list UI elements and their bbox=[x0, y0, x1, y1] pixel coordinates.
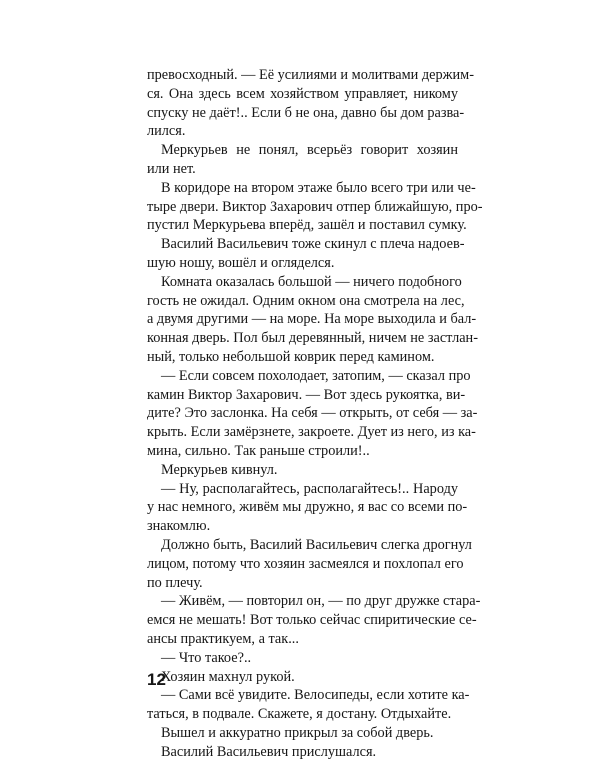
paragraph bbox=[147, 668, 458, 687]
text-line: ансы практикуем, а так... bbox=[147, 630, 299, 647]
text-line: В коридоре на втором этаже было всего три или че- bbox=[161, 179, 476, 196]
text-line: дите? Это заслонка. На себя — открыть, от себя — за- bbox=[147, 405, 478, 422]
paragraph bbox=[147, 273, 478, 367]
text-line: или нет. bbox=[147, 160, 196, 177]
text-line: лился. bbox=[147, 123, 186, 140]
text-line: — Что такое?.. bbox=[161, 649, 252, 666]
paragraph bbox=[147, 461, 458, 480]
paragraph bbox=[147, 367, 478, 461]
paragraph bbox=[147, 724, 458, 743]
paragraph bbox=[147, 649, 458, 668]
paragraph bbox=[147, 686, 470, 724]
text-line: мина, сильно. Так раньше строили!.. bbox=[147, 442, 370, 459]
text-line: Василий Васильевич прислушался. bbox=[161, 743, 377, 760]
text-line: — Если совсем похолодает, затопим, — сказал про bbox=[161, 367, 471, 384]
text-line: — Живём, — повторил он, — по друг дружке стара- bbox=[161, 593, 481, 610]
page-number: 12 bbox=[147, 670, 166, 689]
paragraph bbox=[147, 592, 481, 648]
text-line: пустил Меркурьева вперёд, зашёл и поставил сумку. bbox=[147, 217, 467, 234]
text-line: крыть. Если замёрзнете, закроете. Дует из него, из ка- bbox=[147, 424, 476, 441]
text-line: тыре двери. Виктор Захарович отпер ближайшую, про- bbox=[147, 198, 483, 215]
body-text bbox=[147, 66, 483, 761]
text-line: шую ношу, вошёл и огляделся. bbox=[147, 254, 335, 271]
text-line: знакомлю. bbox=[147, 518, 211, 535]
text-line: камин Виктор Захарович. — Вот здесь рукоятка, ви- bbox=[147, 386, 466, 403]
text-line: Должно быть, Василий Васильевич слегка дрогнул bbox=[161, 536, 472, 553]
text-line: Хозяин махнул рукой. bbox=[161, 668, 295, 685]
text-line: емся не мешать! Вот только сейчас спиритические се- bbox=[147, 612, 477, 629]
paragraph bbox=[147, 141, 458, 179]
text-line: спуску не даёт!.. Если б не она, давно бы дом разва- bbox=[147, 104, 465, 121]
text-line: а двумя другими — на море. На море выходила и бал- bbox=[147, 311, 477, 328]
text-line: Комната оказалась большой — ничего подобного bbox=[161, 273, 462, 290]
text-line: Вышел и аккуратно прикрыл за собой дверь. bbox=[161, 724, 434, 741]
text-line: таться, в подвале. Скажете, я достану. Отдыхайте. bbox=[147, 706, 452, 723]
paragraph bbox=[147, 480, 468, 536]
text-line: — Сами всё увидите. Велосипеды, если хотите ка- bbox=[161, 687, 470, 704]
paragraph bbox=[147, 536, 472, 592]
text-line: по плечу. bbox=[147, 574, 203, 591]
text-line: лицом, потому что хозяин засмеялся и похлопал его bbox=[147, 555, 464, 572]
text-line: ный, только небольшой коврик перед камином. bbox=[147, 348, 435, 365]
text-line: — Ну, располагайтесь, располагайтесь!.. Народу bbox=[161, 480, 458, 497]
paragraph bbox=[147, 179, 483, 235]
paragraph bbox=[147, 66, 474, 141]
paragraph bbox=[147, 743, 458, 761]
text-line: превосходный. — Её усилиями и молитвами держим- bbox=[147, 67, 474, 83]
paragraph bbox=[147, 235, 465, 273]
text-line: у нас немного, живём мы дружно, я вас со всеми по- bbox=[147, 499, 468, 516]
text-line: конная дверь. Пол был деревянный, ничем не застлан- bbox=[147, 330, 478, 347]
text-line: Меркурьев кивнул. bbox=[161, 461, 278, 478]
text-line: Василий Васильевич тоже скинул с плеча надоев- bbox=[161, 236, 465, 253]
text-line: гость не ожидал. Одним окном она смотрела на лес, bbox=[147, 292, 465, 309]
text-line: ся. Она здесь всем хозяйством управляет, никому bbox=[147, 85, 458, 102]
text-line: Меркурьев не понял, всерьёз говорит хозяин bbox=[161, 142, 458, 159]
